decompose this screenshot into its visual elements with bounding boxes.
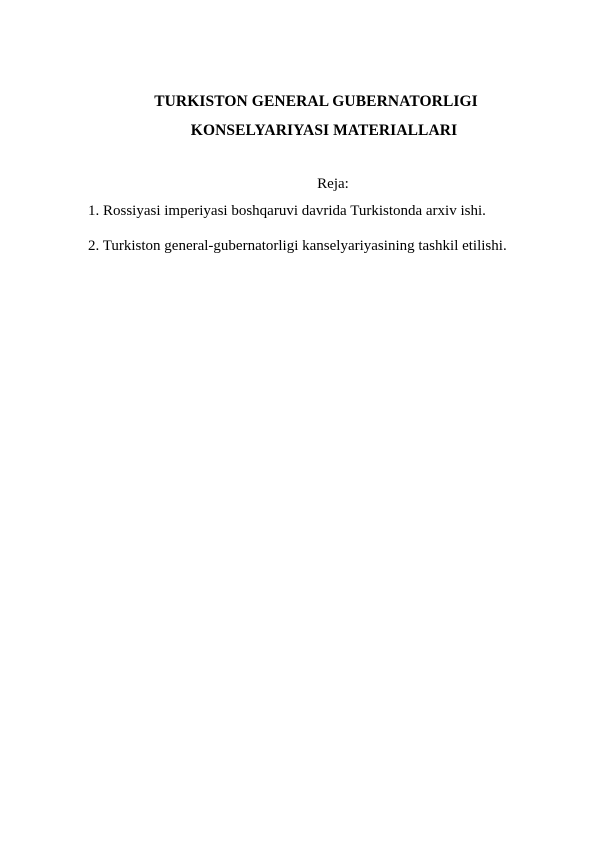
document-title-line-2: KONSELYARIYASI MATERIALLARI xyxy=(190,122,458,139)
plan-item: 1. Rossiyasi imperiyasi boshqaruvi davrida Turkistonda arxiv ishi. xyxy=(88,203,486,219)
plan-item: 2. Turkiston general-gubernatorligi kanselyariyasining tashkil etilishi. xyxy=(88,238,507,254)
document-title-line-1: TURKISTON GENERAL GUBERNATORLIGI xyxy=(154,93,478,110)
plan-heading: Reja: xyxy=(317,176,349,192)
